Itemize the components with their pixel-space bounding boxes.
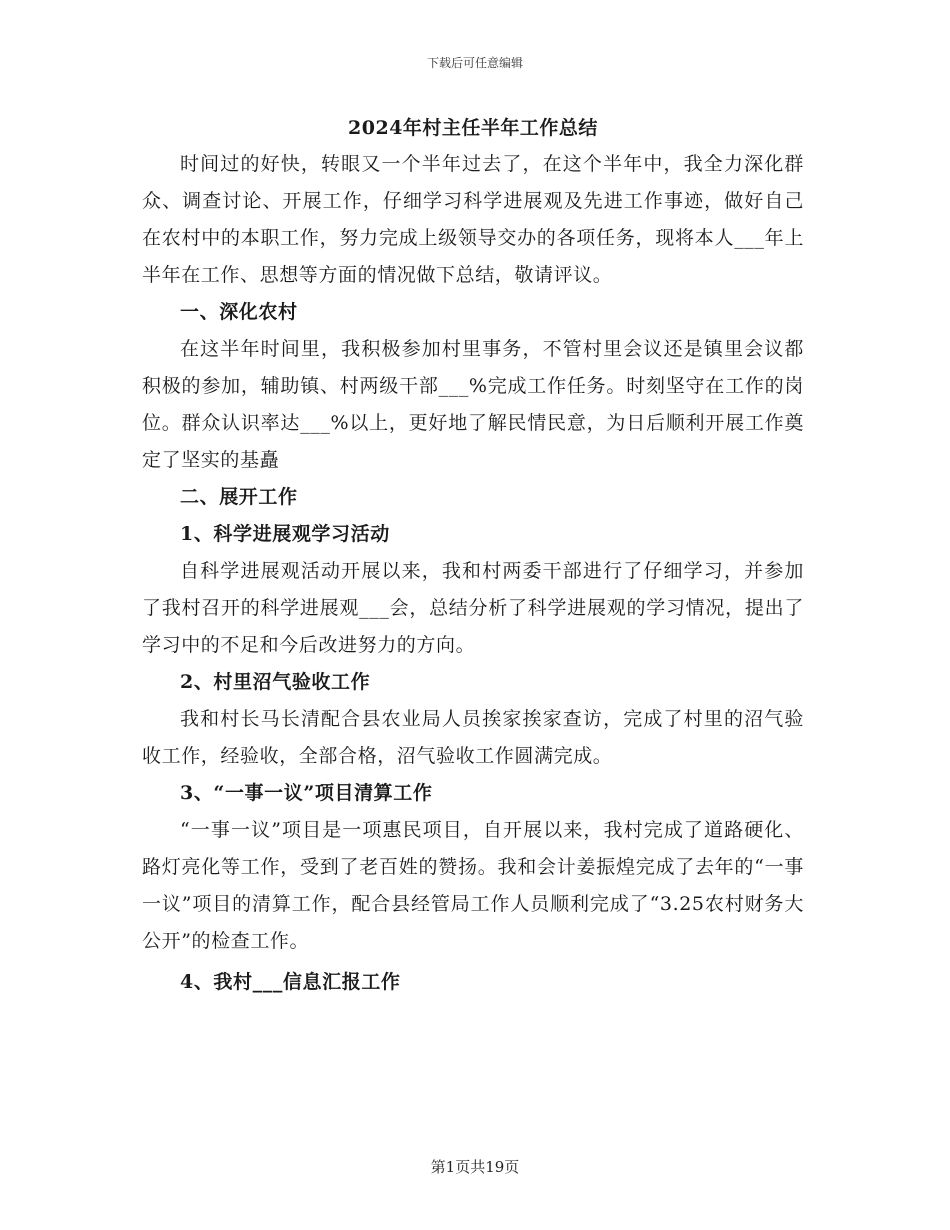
section-paragraph-1: 在这半年时间里，我积极参加村里事务，不管村里会议还是镇里会议都积极的参加，辅助镇、村两级干部___%完成工作任务。时刻坚守在工作的岗位。群众认识率达___%以上，更好地了解民情民意，为日后顺利开展工作奠定了坚实的基矗	[142, 338, 804, 471]
subsection-paragraph-2: 我和村长马长清配合县农业局人员挨家挨家查访，完成了村里的沼气验收工作，经验收，全部合格，沼气验收工作圆满完成。	[142, 708, 804, 767]
intro-paragraph: 时间过的好快，转眼又一个半年过去了，在这个半年中，我全力深化群众、调查讨论、开展工作，仔细学习科学进展观及先进工作事迹，做好自己在农村中的本职工作，努力完成上级领导交办的各项任务，现将本人___年上半年在工作、思想等方面的情况做下总结，敬请评议。	[142, 153, 804, 286]
document-title: 2024年村主任半年工作总结	[348, 117, 598, 139]
subsection-heading-4: 4、我村___信息汇报工作	[180, 971, 401, 993]
subsection-paragraph-3: “一事一议”项目是一项惠民项目，自开展以来，我村完成了道路硬化、路灯亮化等工作，受到了老百姓的赞扬。我和会计姜振煌完成了去年的“一事一议”项目的清算工作，配合县经管局工作人员顺利完成了“3.25农村财务大公开”的检查工作。	[142, 819, 804, 952]
document-body	[142, 112, 804, 1001]
section-heading-1: 一、深化农村	[180, 301, 298, 323]
header-note: 下载后可任意编辑	[426, 56, 523, 70]
section-heading-2: 二、展开工作	[180, 486, 298, 508]
subsection-heading-3: 3、“一事一议”项目清算工作	[180, 782, 433, 804]
subsection-paragraph-1: 自科学进展观活动开展以来，我和村两委干部进行了仔细学习，并参加了我村召开的科学进展观___会，总结分析了科学进展观的学习情况，提出了学习中的不足和今后改进努力的方向。	[142, 560, 804, 656]
subsection-heading-1: 1、科学进展观学习活动	[180, 523, 390, 545]
subsection-heading-2: 2、村里沼气验收工作	[180, 671, 371, 693]
page-footer: 第1页共19页	[430, 1158, 520, 1176]
